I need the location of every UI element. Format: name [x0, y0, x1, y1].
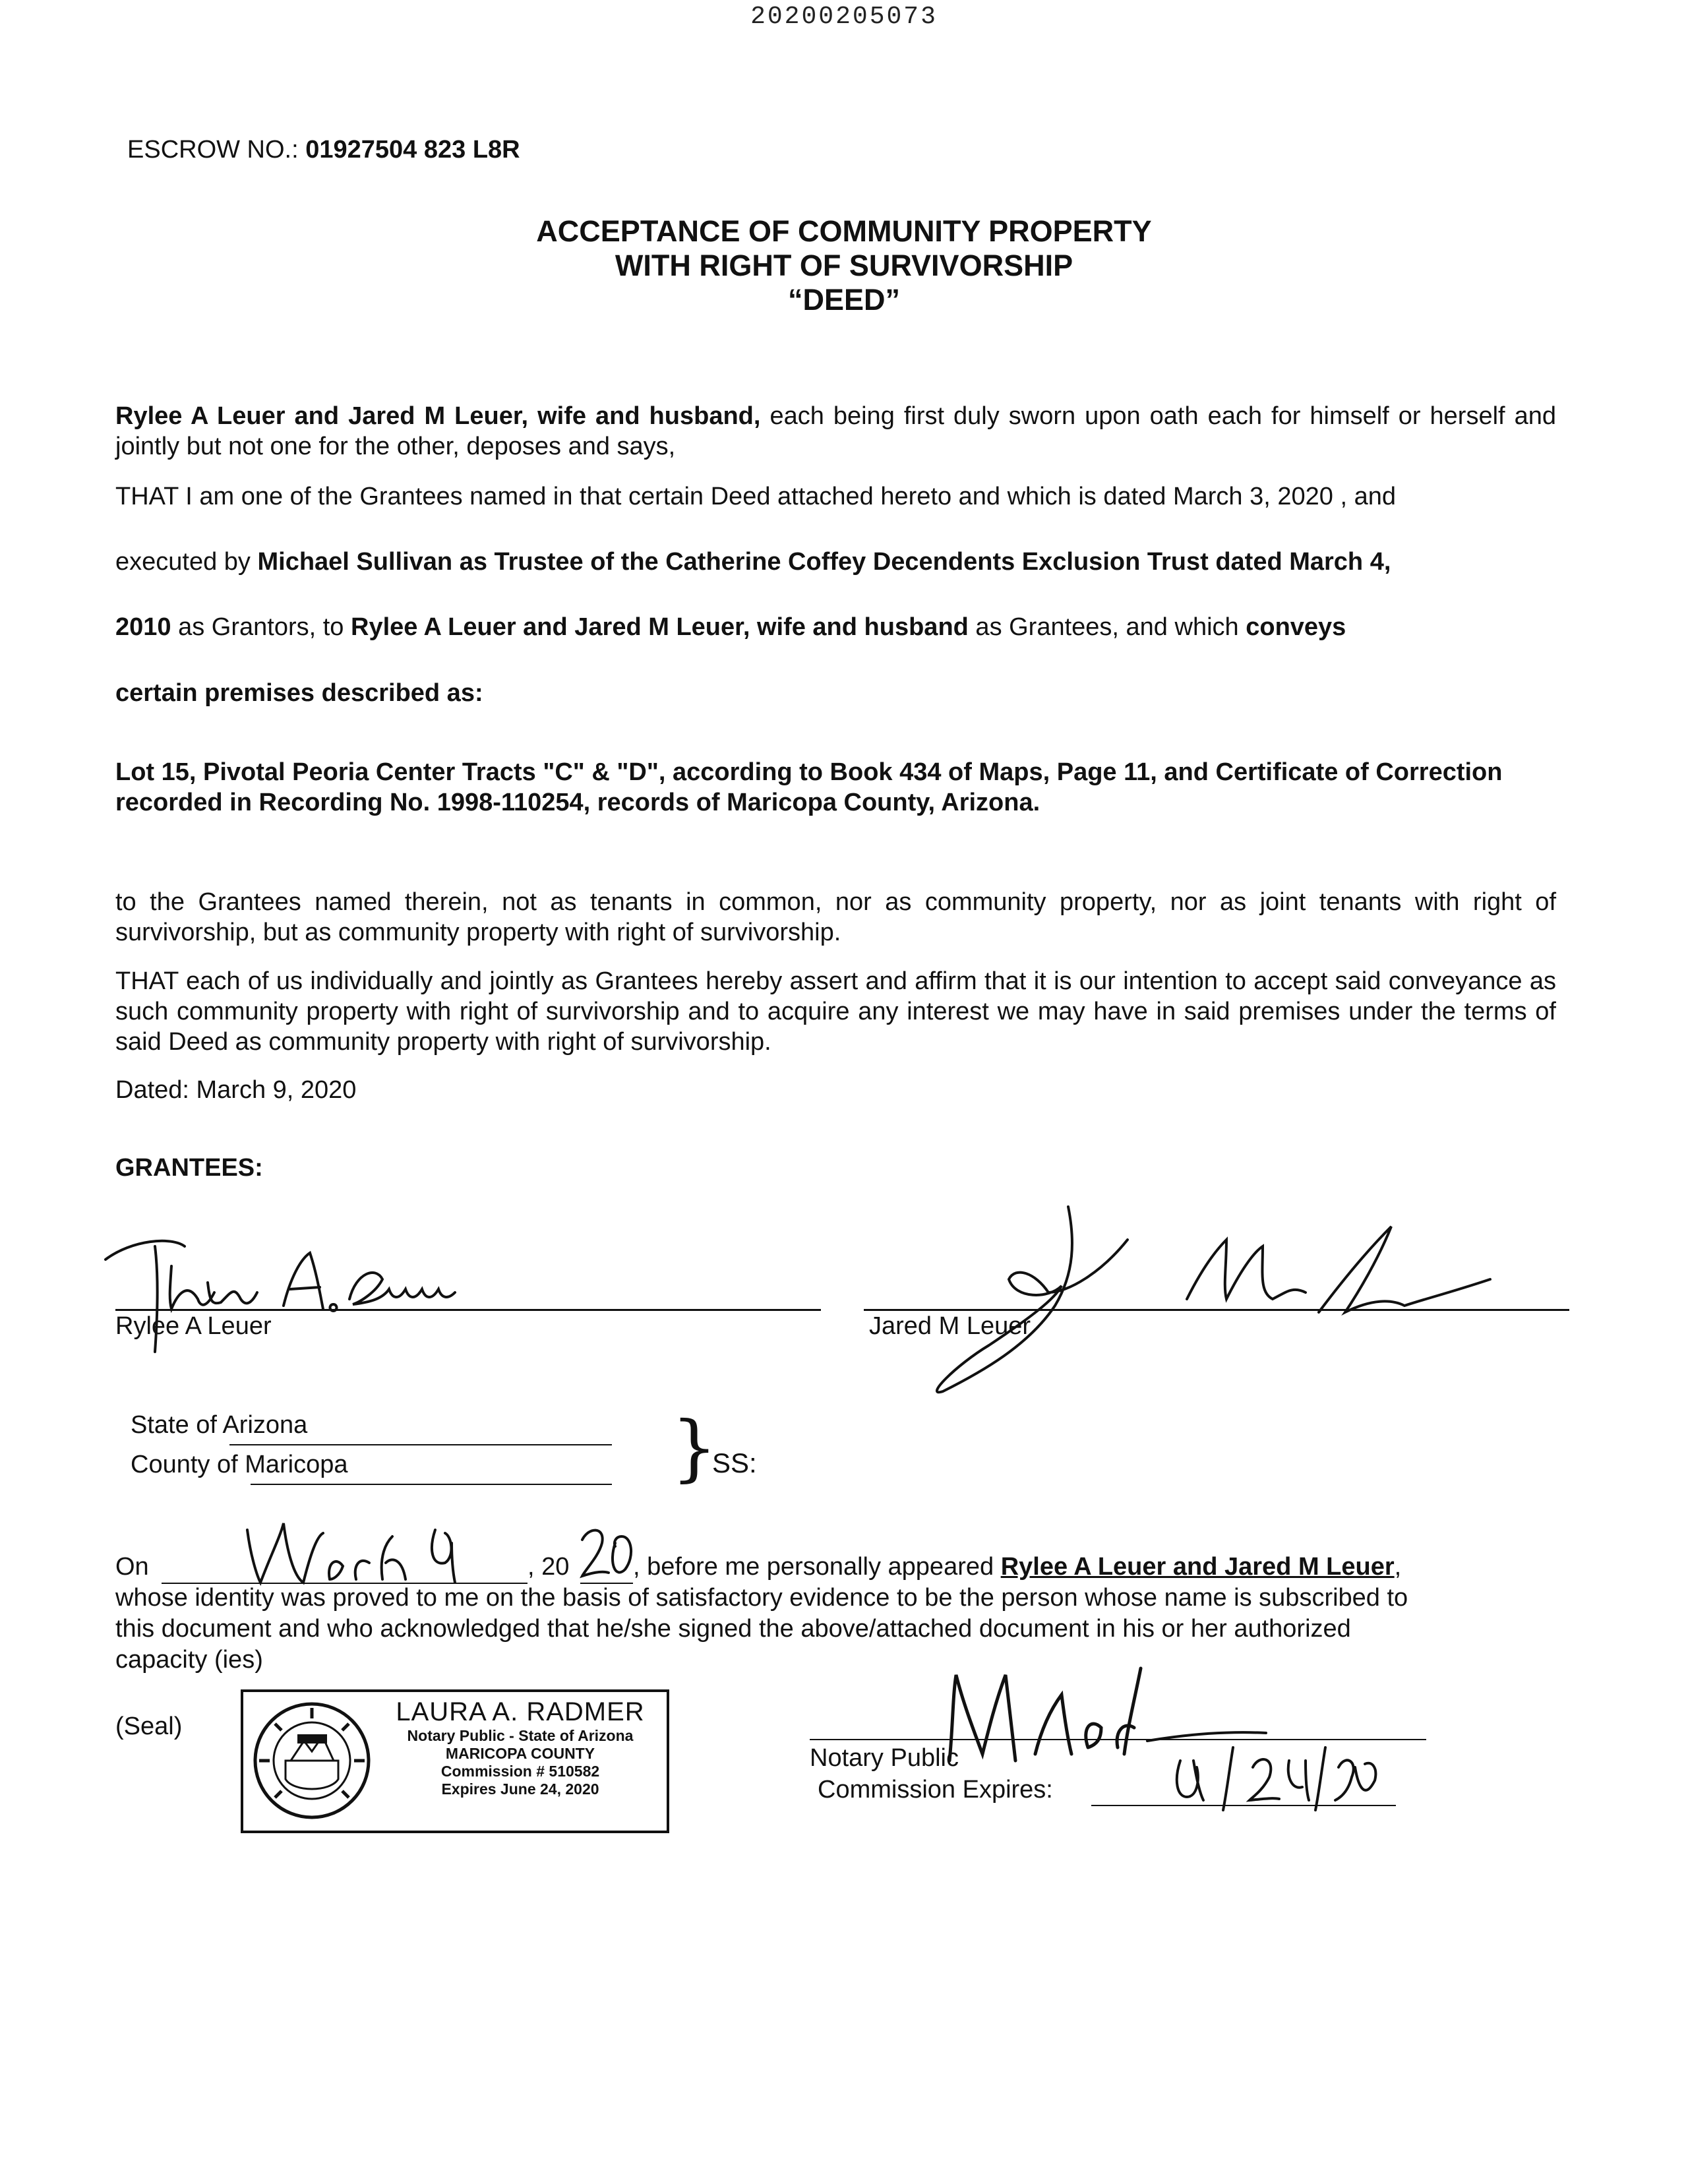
signer-2-name: Jared M Leuer	[869, 1312, 1031, 1340]
as-grantees-text: as Grantees, and which	[968, 613, 1246, 641]
notary-clause-line-2: whose identity was proved to me on the basis of satisfactory evidence to be the person whose name is subscribed to	[115, 1584, 1408, 1612]
notary-stamp	[241, 1689, 669, 1833]
stamp-line-1: Notary Public - State of Arizona	[407, 1727, 634, 1744]
stamp-text	[375, 1697, 665, 1798]
notary-name: LAURA A. RADMER	[396, 1697, 645, 1726]
to-grantees-paragraph: to the Grantees named therein, not as tenants in common, nor as community property, nor as joint tenants with right of survivorship, but as community property with right of survivorship.	[115, 888, 1556, 946]
ss-label: SS:	[712, 1447, 757, 1478]
executed-pre: executed by	[115, 548, 258, 576]
jared-signature	[857, 1200, 1523, 1398]
commission-expires-label: Commission Expires:	[818, 1776, 1053, 1804]
grantor-name-line1: Michael Sullivan as Trustee of the Catherine Coffey Decendents Exclusion Trust dated March 4,	[257, 548, 1391, 576]
seal-label: (Seal)	[115, 1713, 183, 1740]
arizona-state-seal-icon	[251, 1700, 373, 1822]
before-me-text: , before me personally appeared	[633, 1553, 1001, 1581]
handwritten-year	[579, 1523, 638, 1583]
escrow-number-line	[127, 136, 520, 164]
notary-clause-line-4: capacity (ies)	[115, 1646, 263, 1674]
title-line-3: “DEED”	[787, 283, 901, 317]
executed-line	[115, 548, 1391, 576]
county-label: County of	[131, 1451, 245, 1478]
signer-1-name: Rylee A Leuer	[115, 1312, 272, 1340]
premises-line: certain premises described as:	[115, 679, 483, 707]
title-line-1: ACCEPTANCE OF COMMUNITY PROPERTY	[536, 214, 1152, 248]
year-prefix: , 20	[528, 1553, 570, 1581]
grantees-heading: GRANTEES:	[115, 1154, 263, 1182]
grantor-name-line2: 2010	[115, 613, 171, 641]
state-underline	[229, 1444, 612, 1445]
recording-number: 20200205073	[750, 3, 938, 31]
escrow-label: ESCROW NO.:	[127, 136, 299, 164]
dated-line: Dated: March 9, 2020	[115, 1076, 357, 1104]
notary-on-label: On	[115, 1553, 149, 1581]
state-value: Arizona	[222, 1411, 308, 1439]
legal-description: Lot 15, Pivotal Peoria Center Tracts "C" & "D", according to Book 434 of Maps, Page 11, and Certificate of Correction recorded in Recording No. 1998-110254, records of Maricopa County, Arizona.	[115, 758, 1503, 816]
appeared-names: Rylee A Leuer and Jared M Leuer	[1000, 1553, 1395, 1581]
intro-text: each being first duly sworn upon oath each for himself or herself and jointly but not one for the other, deposes and says,	[115, 402, 1557, 460]
handwritten-date	[244, 1517, 521, 1589]
stamp-line-3: Commission # 510582	[440, 1763, 600, 1780]
grantee-names: Rylee A Leuer and Jared M Leuer, wife and husband	[351, 613, 969, 641]
that-clause-2: THAT each of us individually and jointly as Grantees hereby assert and affirm that it is our intention to accept said conveyance as such community property with right of survivorship and to acquire any interest we may have in said premises under the terms of said Deed as community property with right of survivorship.	[115, 967, 1556, 1056]
escrow-number: 01927504 823 L8R	[305, 136, 520, 164]
state-line	[131, 1411, 307, 1440]
title-line-2: WITH RIGHT OF SURVIVORSHIP	[615, 249, 1073, 282]
county-underline	[251, 1484, 612, 1485]
handwritten-expiration-date	[1167, 1741, 1385, 1813]
before-me-line	[633, 1553, 1401, 1581]
notary-clause-line-3: this document and who acknowledged that he/she signed the above/attached document in his or her authorized	[115, 1615, 1351, 1643]
county-line	[131, 1451, 348, 1479]
state-label: State of	[131, 1411, 223, 1439]
appeared-comma: ,	[1394, 1553, 1402, 1581]
intro-parties: Rylee A Leuer and Jared M Leuer, wife and husband,	[115, 402, 761, 430]
as-grantors-text: as Grantors, to	[171, 613, 351, 641]
stamp-line-4: Expires June 24, 2020	[441, 1780, 599, 1798]
notary-public-label: Notary Public	[810, 1744, 959, 1772]
grantors-line	[115, 612, 1556, 642]
intro-paragraph	[115, 401, 1556, 462]
that-clause-1: THAT I am one of the Grantees named in that certain Deed attached hereto and which is dated March 3, 2020 , and	[115, 483, 1396, 510]
conveys-text: conveys	[1246, 613, 1346, 641]
county-value: Maricopa	[245, 1451, 348, 1478]
document-title	[0, 214, 1688, 317]
venue-brace: }	[671, 1405, 717, 1490]
notary-signature-line	[810, 1739, 1426, 1740]
stamp-line-2: MARICOPA COUNTY	[445, 1745, 595, 1762]
